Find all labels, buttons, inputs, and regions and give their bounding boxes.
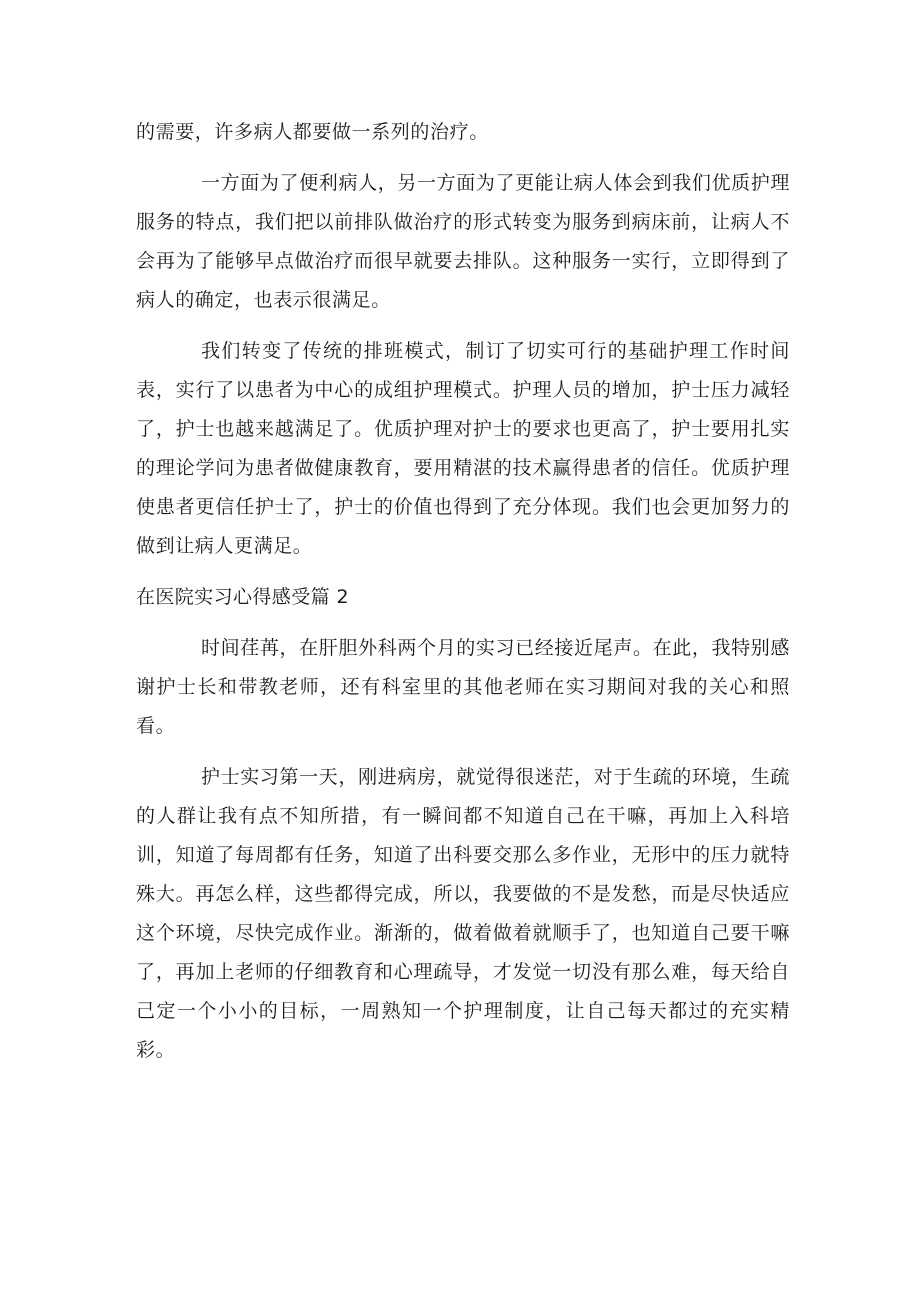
section-heading: 在医院实习心得感受篇 2 bbox=[136, 586, 349, 608]
paragraph-first-day: 护士实习第一天，刚进病房，就觉得很迷茫，对于生疏的环境，生疏的人群让我有点不知所措，有一瞬间都不知道自己在干嘛，再加上入科培训，知道了每周都有任务，知道了出科要交那么多作业，无形中的压力就特殊大。再怎么样，这些都得完成，所以，我要做的不是发愁，而是尽快适应这个环境，尽快完成作业。渐渐的，做着做着就顺手了，也知道自己要干嘛了，再加上老师的仔细教育和心理疏导，才发觉一切没有那么难，每天给自己定一个小小的目标，一周熟知一个护理制度，让自己每天都过的充实精彩。 bbox=[136, 766, 790, 1061]
paragraph-convenience-service: 一方面为了便利病人，另一方面为了更能让病人体会到我们优质护理服务的特点，我们把以前排队做治疗的形式转变为服务到病床前，让病人不会再为了能够早点做治疗而很早就要去排队。这种服务一实行，立即得到了病人的确定，也表示很满足。 bbox=[136, 172, 790, 311]
paragraph-continuation: 的需要，许多病人都要做一系列的治疗。 bbox=[136, 121, 489, 143]
document-body bbox=[136, 113, 790, 1082]
paragraph-scheduling-model: 我们转变了传统的排班模式，制订了切实可行的基础护理工作时间表，实行了以患者为中心的成组护理模式。护理人员的增加，护士压力减轻了，护士也越来越满足了。优质护理对护士的要求也更高了，护士要用扎实的理论学问为患者做健康教育，要用精湛的技术赢得患者的信任。优质护理使患者更信任护士了，护士的价值也得到了充分体现。我们也会更加努力的做到让病人更满足。 bbox=[136, 340, 790, 557]
paragraph-internship-thanks: 时间荏苒，在肝胆外科两个月的实习已经接近尾声。在此，我特别感谢护士长和带教老师，还有科室里的其他老师在实习期间对我的关心和照看。 bbox=[136, 637, 790, 737]
